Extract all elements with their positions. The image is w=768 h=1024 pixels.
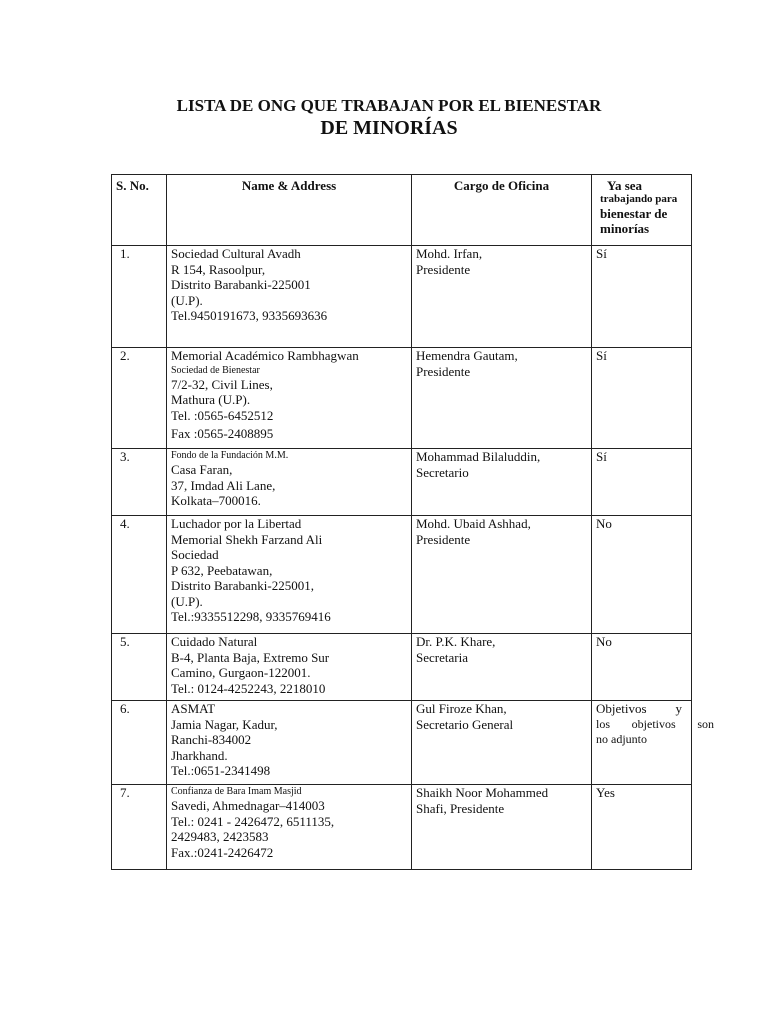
table-header-row — [112, 175, 692, 246]
text-line: P 632, Peebatawan, — [171, 562, 273, 578]
text-line: Tel.: 0241 - 2426472, 6511135, — [171, 813, 335, 829]
cell-sno: 3. — [112, 449, 167, 516]
cell-sno: 4. — [112, 516, 167, 634]
word: y — [675, 701, 682, 716]
cell-ya-sea: No — [592, 634, 692, 701]
text-line: Presidente — [416, 531, 471, 547]
word: no adjunto — [596, 732, 647, 746]
cell-cargo — [412, 449, 592, 516]
text-line: Gul Firoze Khan, — [416, 701, 507, 716]
cell-cargo — [412, 246, 592, 348]
cell-cargo — [412, 701, 592, 785]
cell-ya-sea: Yes — [592, 785, 692, 870]
cell-name-address — [167, 785, 412, 870]
table-row — [112, 785, 692, 870]
text-line: Luchador por la Libertad — [171, 516, 302, 531]
cell-sno: 1. — [112, 246, 167, 348]
word: objetivos — [631, 716, 676, 731]
text-line: Tel. :0565-6452512 — [171, 407, 274, 423]
text-line: Confianza de Bara Imam Masjid — [171, 786, 302, 797]
cell-name-address — [167, 634, 412, 701]
text-line: Memorial Académico Rambhagwan — [171, 348, 359, 363]
word: los — [596, 716, 611, 731]
table-row — [112, 701, 692, 785]
text-line: Cuidado Natural — [171, 634, 258, 649]
header-name: Name & Address — [167, 175, 412, 246]
cell-name-address — [167, 701, 412, 785]
text-line: Distrito Barabanki-225001 — [171, 277, 311, 292]
text-line: (U.P). — [171, 292, 203, 308]
cell-ya-sea: No — [592, 516, 692, 634]
text-line — [596, 701, 682, 717]
header-cargo: Cargo de Oficina — [412, 175, 592, 246]
text-line: Savedi, Ahmednagar–414003 — [171, 798, 325, 813]
text-line: Sociedad de Bienestar — [171, 364, 260, 376]
text-line: Tel.:0651-2341498 — [171, 763, 271, 778]
text-line: Dr. P.K. Khare, — [416, 634, 496, 649]
text-line — [596, 732, 714, 748]
header-ya-line-4: minorías — [600, 221, 650, 236]
cell-ya-sea: Sí — [592, 449, 692, 516]
cell-name-address — [167, 516, 412, 634]
text-line: Hemendra Gautam, — [416, 348, 518, 363]
text-line: Casa Faran, — [171, 462, 233, 477]
cell-name-address — [167, 246, 412, 348]
text-line: Mohd. Irfan, — [416, 246, 483, 261]
text-line: Memorial Shekh Farzand Ali — [171, 531, 323, 547]
table-row — [112, 516, 692, 634]
word: Objetivos — [596, 701, 647, 716]
cell-name-address — [167, 449, 412, 516]
text-line: Kolkata–700016. — [171, 493, 261, 508]
header-ya-sea — [592, 175, 692, 246]
text-line — [596, 717, 714, 733]
header-sno: S. No. — [112, 175, 167, 246]
cell-ya-sea: Sí — [592, 348, 692, 449]
text-line: Distrito Barabanki-225001, — [171, 578, 314, 593]
cell-ya-sea: Sí — [592, 246, 692, 348]
text-line: 2429483, 2423583 — [171, 829, 269, 844]
text-line: (U.P). — [171, 593, 203, 609]
text-line: Mathura (U.P). — [171, 392, 251, 407]
word: son — [697, 716, 714, 731]
text-line: Presidente — [416, 261, 471, 277]
text-line: Fondo de la Fundación M.M. — [171, 450, 289, 461]
title-line-1: LISTA DE ONG QUE TRABAJAN POR EL BIENESTAR — [176, 96, 602, 115]
text-line: Shaikh Noor Mohammed — [416, 785, 549, 800]
text-line: 37, Imdad Ali Lane, — [171, 477, 276, 493]
cell-cargo — [412, 348, 592, 449]
text-line: Ranchi-834002 — [171, 732, 252, 747]
document-title — [0, 96, 768, 140]
title-line-2: DE MINORÍAS — [320, 117, 458, 140]
table-row — [112, 634, 692, 701]
text-line: Fax.:0241-2426472 — [171, 844, 274, 860]
text-line: Mohd. Ubaid Ashhad, — [416, 516, 531, 531]
text-line: Secretaria — [416, 649, 468, 665]
ngo-table — [111, 174, 714, 870]
cell-cargo — [412, 516, 592, 634]
cell-name-address — [167, 348, 412, 449]
cell-cargo — [412, 785, 592, 870]
text-line: Tel.9450191673, 9335693636 — [171, 308, 328, 323]
text-line: ASMAT — [171, 701, 216, 716]
text-line: Camino, Gurgaon-122001. — [171, 665, 311, 680]
text-line: Shafi, Presidente — [416, 800, 505, 816]
text-line: Sociedad Cultural Avadh — [171, 246, 301, 261]
cell-sno: 7. — [112, 785, 167, 870]
text-line: Mohammad Bilaluddin, — [416, 449, 541, 464]
table-row — [112, 348, 692, 449]
header-ya-line-3: bienestar de — [600, 206, 668, 221]
cell-sno: 5. — [112, 634, 167, 701]
text-line: Fax :0565-2408895 — [171, 426, 274, 441]
text-line: Tel.: 0124-4252243, 2218010 — [171, 680, 326, 696]
text-line: 7/2-32, Civil Lines, — [171, 376, 273, 392]
cell-ya-sea — [592, 701, 714, 785]
table-row — [112, 449, 692, 516]
header-ya-line-2: trabajando para — [600, 193, 678, 205]
cell-sno: 2. — [112, 348, 167, 449]
text-line: R 154, Rasoolpur, — [171, 261, 266, 277]
text-line: Jamia Nagar, Kadur, — [171, 716, 278, 732]
text-line: Jharkhand. — [171, 747, 228, 763]
table-row — [112, 246, 692, 348]
cell-cargo — [412, 634, 592, 701]
text-line: B-4, Planta Baja, Extremo Sur — [171, 649, 330, 665]
cell-sno: 6. — [112, 701, 167, 785]
header-ya-line-1: Ya sea — [607, 178, 643, 193]
text-line: Tel.:9335512298, 9335769416 — [171, 609, 331, 624]
text-line: Presidente — [416, 363, 471, 379]
text-line: Secretario — [416, 464, 469, 480]
text-line: Sociedad — [171, 547, 219, 562]
text-line: Secretario General — [416, 716, 514, 732]
